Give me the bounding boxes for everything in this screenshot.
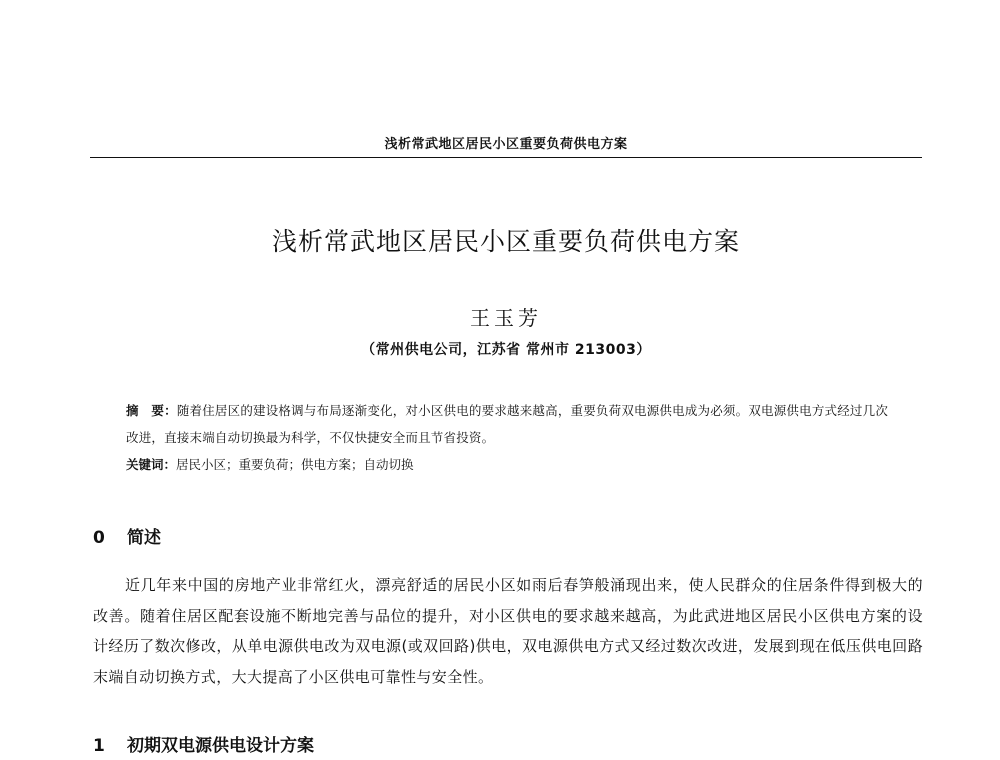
header-rule bbox=[90, 157, 922, 158]
author-name: 王玉芳 bbox=[470, 306, 542, 330]
section-title: 初期双电源供电设计方案 bbox=[127, 736, 314, 756]
section-number: 1 bbox=[93, 736, 105, 756]
paper-title: 浅析常武地区居民小区重要负荷供电方案 bbox=[271, 227, 740, 256]
section-number: 0 bbox=[93, 528, 105, 548]
abstract bbox=[126, 397, 896, 451]
author-affiliation: （常州供电公司，江苏省 常州市 213003） bbox=[361, 342, 651, 358]
abstract-text: 随着住居区的建设格调与布局逐渐变化，对小区供电的要求越来越高，重要负荷双电源供电成为必须。双电源供电方式经过几次改进，直接末端自动切换最为科学，不仅快捷安全而且节省投资。 bbox=[126, 403, 889, 445]
section-heading bbox=[93, 731, 314, 756]
keywords bbox=[126, 451, 896, 478]
running-header: 浅析常武地区居民小区重要负荷供电方案 bbox=[384, 137, 628, 152]
keywords-text: 居民小区；重要负荷；供电方案；自动切换 bbox=[176, 457, 414, 472]
abstract-label: 摘 要： bbox=[126, 403, 177, 418]
section-heading bbox=[93, 523, 161, 548]
section-paragraph: 近几年来中国的房地产业非常红火，漂亮舒适的居民小区如雨后春笋般涌现出来，使人民群众的住居条件得到极大的改善。随着住居区配套设施不断地完善与品位的提升，对小区供电的要求越来越高，为此武进地区居民小区供电方案的设计经历了数次修改，从单电源供电改为双电源(或双回路)供电，双电源供电方式又经过数次改进，发展到现在低压供电回路末端自动切换方式，大大提高了小区供电可靠性与安全性。 bbox=[93, 576, 923, 686]
section-title: 简述 bbox=[127, 528, 161, 548]
keywords-label: 关键词： bbox=[126, 457, 177, 472]
